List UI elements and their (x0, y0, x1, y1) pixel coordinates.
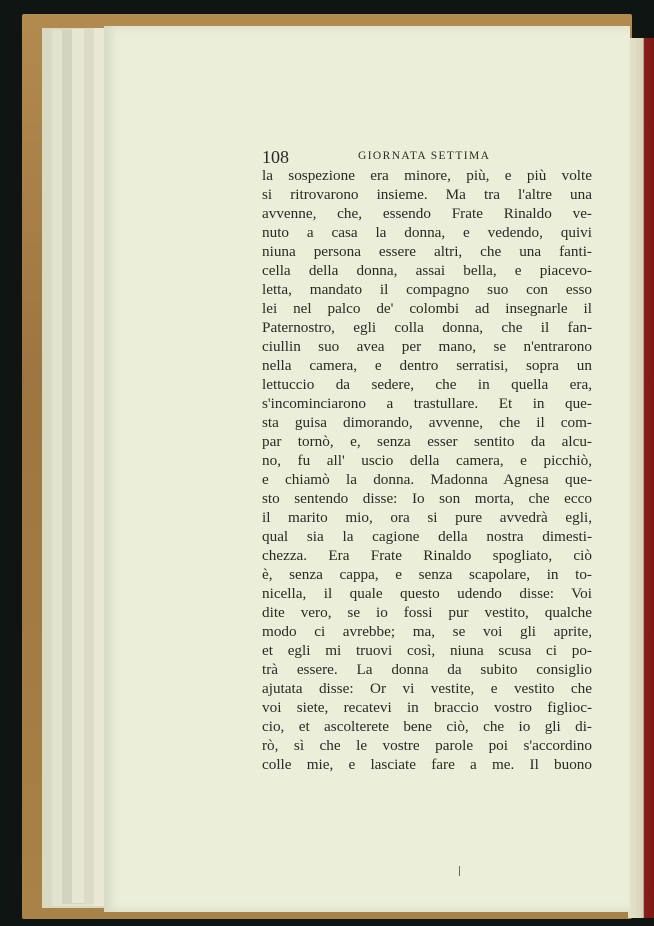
text-line: par tornò, e, senza esser sentito da alcu- (262, 433, 592, 450)
running-head: GIORNATA SETTIMA (358, 150, 491, 162)
text-line: nicella, il quale questo udendo disse: Voi (262, 585, 592, 602)
text-line: dite vero, se io fossi pur vestito, qualche (262, 604, 592, 621)
text-line: cella della donna, assai bella, e piacevo- (262, 262, 592, 279)
text-line: qual sia la cagione della nostra dimesti- (262, 528, 592, 545)
text-line: sta guisa dimorando, avvenne, che il com- (262, 414, 592, 431)
text-line: nella camera, e dentro serratisi, sopra un (262, 357, 592, 374)
text-line: niuna persona essere altri, che una fanti- (262, 243, 592, 260)
facing-page-edge (628, 38, 654, 918)
text-line: è, senza cappa, e senza scapolare, in to- (262, 566, 592, 583)
text-line: voi siete, recatevi in braccio vostro figlioc- (262, 699, 592, 716)
text-line: e chiamò la donna. Madonna Agnesa que- (262, 471, 592, 488)
text-line: letta, mandato il compagno suo con esso (262, 281, 592, 298)
text-line: la sospezione era minore, più, e più volte (262, 167, 592, 184)
text-line: Paternostro, egli colla donna, che il fan- (262, 319, 592, 336)
text-line: et egli mi truovi così, niuna scusa ci po- (262, 642, 592, 659)
page-number: 108 (262, 147, 289, 167)
text-line: sto sentendo disse: Io son morta, che ecco (262, 490, 592, 507)
body-text (262, 166, 592, 774)
paper-mark (459, 866, 460, 876)
text-line: colle mie, e lasciate fare a me. Il buono (262, 756, 592, 773)
text-line: lei nel palco de' colombi ad insegnarle il (262, 300, 592, 317)
text-line: lettuccio da sedere, che in quella era, (262, 376, 592, 393)
text-line: ciullin suo avea per mano, se n'entrarono (262, 338, 592, 355)
text-line: rò, sì che le vostre parole poi s'accordino (262, 737, 592, 754)
text-line: cio, et ascolterete bene ciò, che io gli di- (262, 718, 592, 735)
text-line: nuto a casa la donna, e vedendo, quivi (262, 224, 592, 241)
text-line: avvenne, che, essendo Frate Rinaldo ve- (262, 205, 592, 222)
text-line: no, fu all' uscio della camera, e picchiò, (262, 452, 592, 469)
text-line: si ritrovarono insieme. Ma tra l'altre una (262, 186, 592, 203)
text-line: chezza. Era Frate Rinaldo spogliato, ciò (262, 547, 592, 564)
text-line: s'incominciarono a trastullare. Et in que- (262, 395, 592, 412)
text-line: modo ci avrebbe; ma, se voi gli aprite, (262, 623, 592, 640)
text-line: il marito mio, ora si pure avvedrà egli, (262, 509, 592, 526)
text-line: trà essere. La donna da subito consiglio (262, 661, 592, 678)
text-line: ajutata disse: Or vi vestite, e vestito che (262, 680, 592, 697)
